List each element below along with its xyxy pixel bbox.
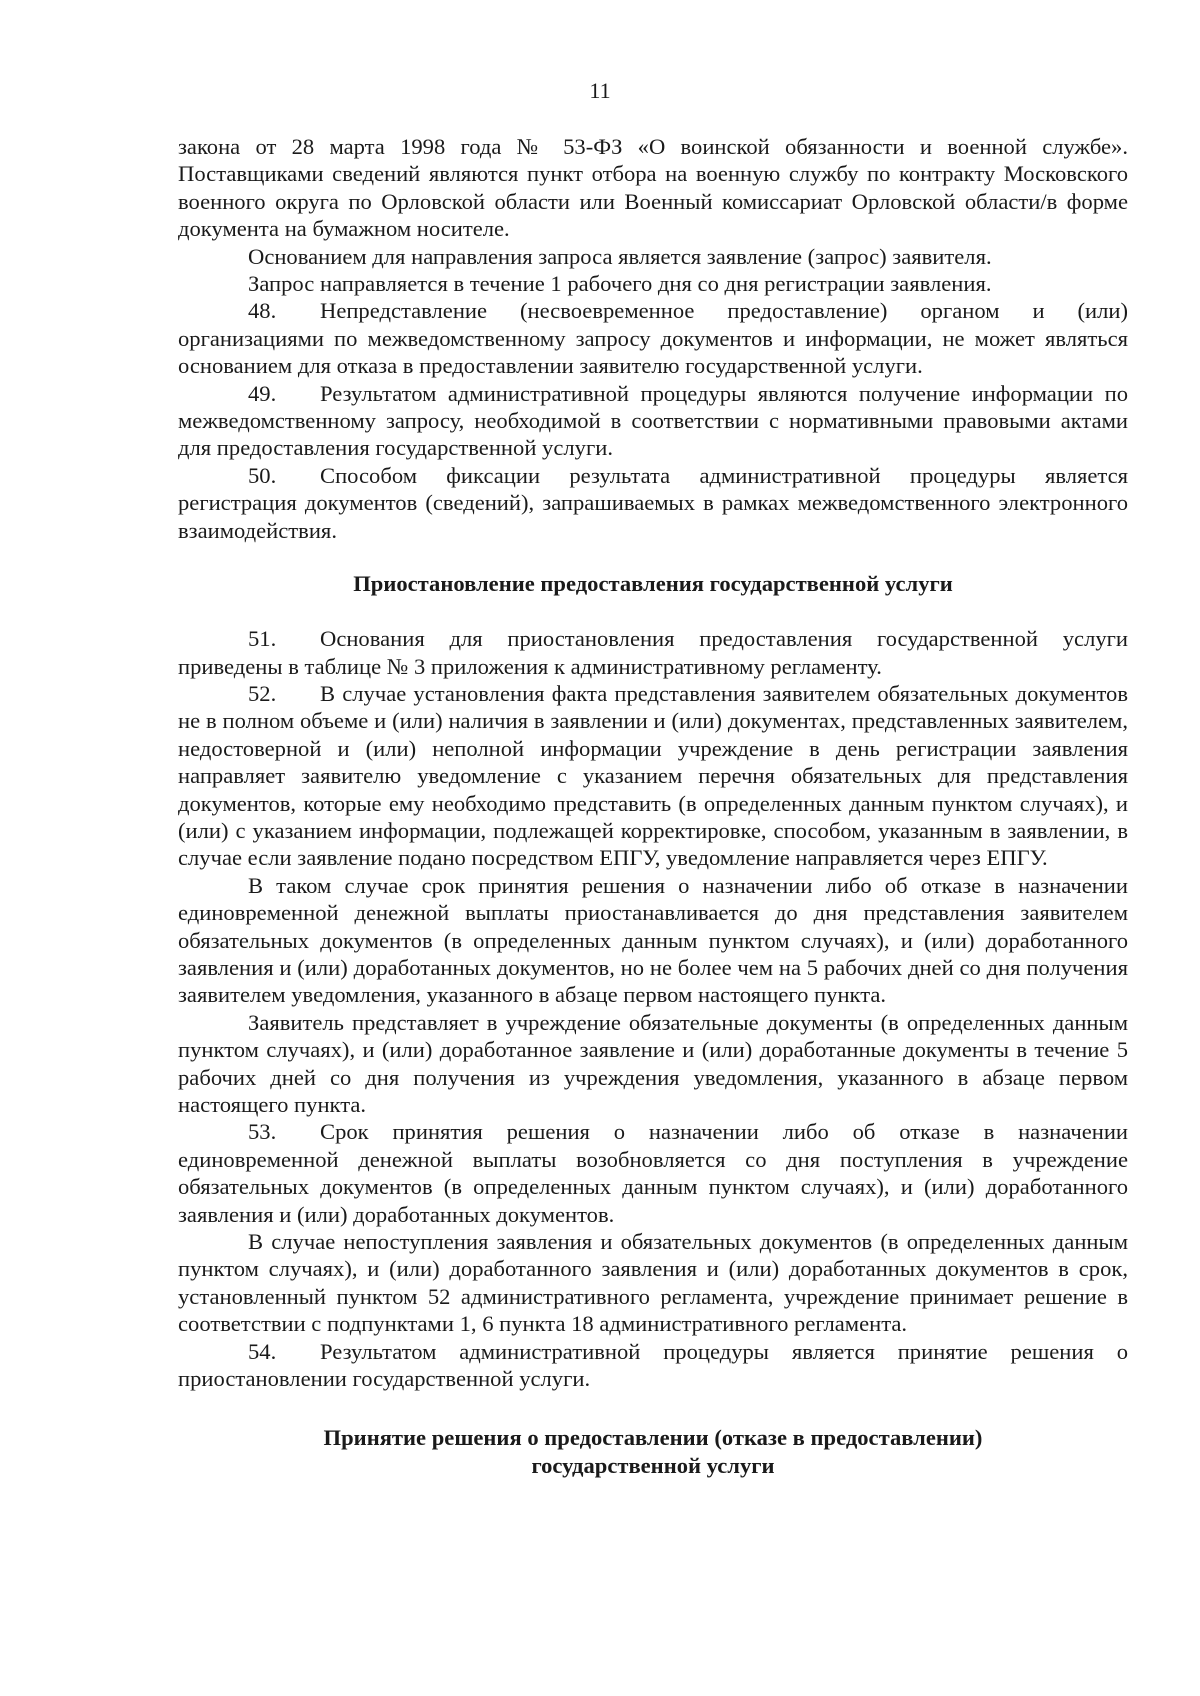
clause-50	[178, 462, 1128, 544]
clause-number: 52.	[248, 680, 277, 706]
clause-49	[178, 380, 1128, 462]
clause-54	[178, 1338, 1128, 1393]
section-heading-suspension: Приостановление предоставления государственной услуги	[353, 571, 953, 597]
clause-text: В случае установления факта представления заявителем обязательных документов не в полном объеме и (или) наличия в заявлении и (или) документах, представленных заявителем, недостоверной и (или) неполной информации учреждение в день регистрации заявления направляет заявителю уведомление с указанием перечня обязательных для представления документов, которые ему необходимо представить (в определенных данным пунктом случаях), и (или) с указанием информации, подлежащей корректировке, способом, указанным в заявлении, в случае если заявление подано посредством ЕПГУ, уведомление направляется через ЕПГУ.	[178, 680, 1128, 871]
clause-text: Результатом административной процедуры являются получение информации по межведомственному запросу, необходимой в соответствии с нормативными правовыми актами для предоставления государственной услуги.	[178, 380, 1128, 461]
clause-52-paragraph-3: Заявитель представляет в учреждение обязательные документы (в определенных данным пунктом случаях), и (или) доработанное заявление и (или) доработанные документы в течение 5 рабочих дней со дня получения из учреждения уведомления, указанного в абзаце первом настоящего пункта.	[178, 1009, 1128, 1117]
paragraph-request-timing: Запрос направляется в течение 1 рабочего дня со дня регистрации заявления.	[248, 271, 992, 297]
clause-text: Основания для приостановления предоставления государственной услуги приведены в таблице № 3 приложения к административному регламенту.	[178, 626, 1128, 679]
clause-53-paragraph-2: В случае непоступления заявления и обязательных документов (в определенных данным пунктом случаях), и (или) доработанного заявления и (или) доработанных документов в срок, установленный пунктом 52 административного регламента, учреждение принимает решение в соответствии с подпунктами 1, 6 пункта 18 административного регламента.	[178, 1229, 1128, 1337]
clause-number: 53.	[248, 1119, 277, 1145]
clause-number: 50.	[248, 462, 277, 488]
page-number: 11	[589, 78, 611, 103]
paragraph-continuation: закона от 28 марта 1998 года № 53-ФЗ «О воинской обязанности и военной службе». Поставщиками сведений являются пункт отбора на военную службу по контракту Московского военного округа по Орловской области или Военный комиссариат Орловской области/в форме документа на бумажном носителе.	[178, 134, 1128, 242]
clause-text: Срок принятия решения о назначении либо об отказе в назначении единовременной денежной выплаты возобновляется со дня поступления в учреждение обязательных документов (в определенных данным пунктом случаях), и (или) доработанного заявления и (или) доработанных документов.	[178, 1119, 1128, 1227]
clause-number: 49.	[248, 380, 277, 406]
clause-text: Непредставление (несвоевременное предоставление) органом и (или) организациями по межведомственному запросу документов и информации, не может являться основанием для отказа в предоставлении заявителю государственной услуги.	[178, 298, 1128, 379]
clause-48	[178, 297, 1128, 379]
document-body	[178, 133, 1128, 1480]
section-heading-decision-line-2: государственной услуги	[531, 1453, 775, 1479]
section-heading-decision-line-1: Принятие решения о предоставлении (отказе в предоставлении)	[323, 1425, 983, 1451]
clause-number: 54.	[248, 1338, 277, 1364]
clause-51	[178, 625, 1128, 680]
paragraph-request-basis: Основанием для направления запроса является заявление (запрос) заявителя.	[248, 243, 992, 269]
clause-number: 48.	[248, 298, 277, 324]
clause-53	[178, 1118, 1128, 1228]
clause-52-paragraph-2: В таком случае срок принятия решения о назначении либо об отказе в назначении единовременной денежной выплаты приостанавливается до дня представления заявителем обязательных документов (в определенных данным пунктом случаях), и (или) доработанного заявления и (или) доработанных документов, но не более чем на 5 рабочих дней со дня получения заявителем уведомления, указанного в абзаце первом настоящего пункта.	[178, 872, 1128, 1008]
clause-number: 51.	[248, 626, 277, 652]
clause-52	[178, 680, 1128, 872]
section-heading-decision	[178, 1424, 1128, 1480]
clause-text: Способом фиксации результата административной процедуры является регистрация документов (сведений), запрашиваемых в рамках межведомственного электронного взаимодействия.	[178, 462, 1128, 543]
clause-text: Результатом административной процедуры является принятие решения о приостановлении государственной услуги.	[178, 1338, 1128, 1392]
